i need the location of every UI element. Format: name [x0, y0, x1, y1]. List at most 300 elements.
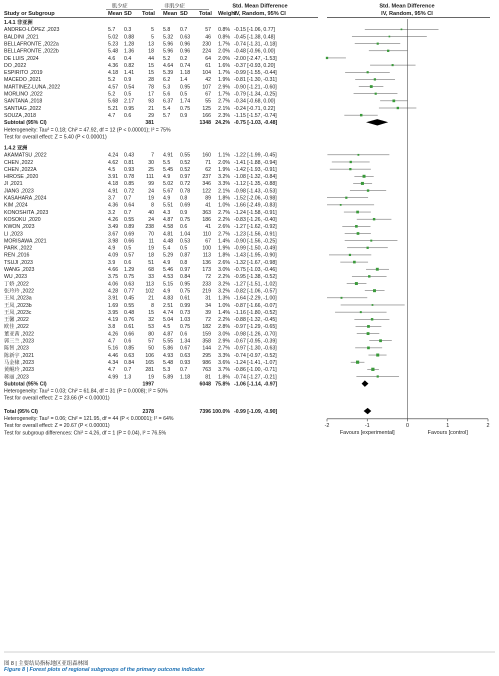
sd-ctrl: 1.03: [180, 317, 191, 324]
sd-exp: 0.78: [124, 174, 135, 181]
weight: 1.3%: [218, 295, 230, 302]
n-exp: 106: [145, 352, 154, 359]
n-exp: 11: [148, 238, 154, 245]
weight: 1.7%: [218, 91, 230, 98]
sd-exp: 0.54: [124, 84, 135, 91]
n-exp: 21: [148, 295, 154, 302]
ci-text: -0.99 [-1.50, -0.49]: [234, 245, 277, 252]
weight: 3.6%: [218, 359, 230, 366]
mean-ctrl: 5.5: [163, 159, 171, 166]
study-name: DO ,2022: [4, 62, 27, 69]
effect-square: [371, 368, 374, 371]
effect-square: [349, 254, 351, 256]
x-tick-label: 0: [406, 422, 409, 429]
mean-exp: 3.75: [108, 274, 119, 281]
ci-text: -0.34 [-0.68, 0.00]: [234, 98, 275, 105]
n-ctrl: 166: [202, 112, 211, 119]
weight: 3.3%: [218, 181, 230, 188]
weight: 1.8%: [218, 195, 230, 202]
mean-exp: 3.91: [108, 174, 119, 181]
sd-exp: 0.82: [124, 62, 135, 69]
total-overall-effect: Test for overall effect: Z = 20.67 (P < 0.00001): [4, 423, 110, 430]
sd-ctrl: 0.69: [180, 202, 191, 209]
weight: 3.7%: [218, 367, 230, 374]
total-ci: -0.99 [-1.09, -0.90]: [234, 408, 278, 415]
mean-ctrl: 6.37: [163, 98, 174, 105]
n-ctrl: 100: [202, 245, 211, 252]
mean-exp: 5.23: [108, 41, 119, 48]
n-exp: 30: [148, 159, 154, 166]
total-diamond: [364, 408, 372, 414]
sd-ctrl: 0.95: [180, 84, 191, 91]
mean-ctrl: 5.8: [163, 27, 171, 34]
weight: 2.6%: [218, 224, 230, 231]
total-n-exp: 2378: [142, 408, 154, 415]
ci-text: -0.97 [-1.30, -0.63]: [234, 345, 277, 352]
sd-exp: 1.28: [124, 41, 135, 48]
effect-square: [368, 275, 370, 277]
sd-exp: 1.3: [124, 374, 132, 381]
mean-ctrl: 2.51: [163, 302, 174, 309]
n-exp: 68: [148, 267, 154, 274]
n-ctrl: 230: [202, 41, 211, 48]
n-ctrl: 219: [202, 288, 211, 295]
mean-ctrl: 4.9: [163, 288, 171, 295]
sd-ctrl: 0.8: [180, 195, 188, 202]
sd-exp: 0.45: [124, 295, 135, 302]
ci-text: -0.81 [-1.30, -0.31]: [234, 77, 277, 84]
sd-ctrl: 1.18: [180, 374, 191, 381]
sd-exp: 0.93: [124, 166, 135, 173]
subgroup-title: 1.4.2 亚洲: [4, 145, 28, 152]
weight: 3.2%: [218, 174, 230, 181]
sd-ctrl: 0.5: [180, 245, 188, 252]
effect-square: [401, 29, 403, 31]
ci-text: -0.82 [-1.06, -0.57]: [234, 288, 277, 295]
subtotal-ci: -0.75 [-1.03, -0.48]: [234, 120, 278, 127]
mean-exp: 4.19: [108, 317, 119, 324]
mean-ctrl: 4.93: [163, 352, 174, 359]
sd-ctrl: 1.74: [180, 98, 191, 105]
n-exp: 93: [148, 98, 154, 105]
study-name: BELLAFRONTE ,2022a: [4, 41, 59, 48]
effect-square: [356, 361, 359, 364]
n-exp: 17: [148, 91, 154, 98]
mean-exp: 4.57: [108, 84, 119, 91]
sd-exp: 0.55: [124, 302, 135, 309]
subtotal-n-ctrl: 6048: [199, 381, 211, 388]
mean-ctrl: 4.9: [163, 174, 171, 181]
effect-square: [376, 268, 379, 271]
mean-ctrl: 5.96: [163, 41, 174, 48]
effect-square: [357, 232, 360, 235]
mean-ctrl: 5.48: [163, 359, 174, 366]
study-name: 欧佳 ,2022: [4, 324, 29, 331]
mean-ctrl: 5.15: [163, 281, 174, 288]
ci-text: -0.37 [-0.93, 0.20]: [234, 62, 275, 69]
n-exp: 165: [145, 359, 154, 366]
n-ctrl: 67: [205, 238, 211, 245]
sd-ctrl: 0.9: [180, 112, 188, 119]
mean-exp: 4.9: [108, 245, 116, 252]
n-ctrl: 41: [205, 224, 211, 231]
sd-exp: 0.64: [124, 202, 135, 209]
effect-square: [371, 318, 373, 320]
n-exp: 80: [148, 331, 154, 338]
sd-exp: 0.66: [124, 238, 135, 245]
n-ctrl: 160: [202, 152, 211, 159]
weight: 2.7%: [218, 345, 230, 352]
sd-exp: 0.63: [124, 281, 135, 288]
study-name: CHEN ,2022A: [4, 166, 37, 173]
effect-square: [373, 289, 376, 292]
effect-square: [355, 282, 358, 285]
sd-exp: 0.4: [124, 55, 132, 62]
weight: 2.0%: [218, 55, 230, 62]
mean-ctrl: 5.04: [163, 317, 174, 324]
study-name: 丁娇 ,2022: [4, 281, 29, 288]
mean-exp: 5.2: [108, 77, 116, 84]
n-exp: 32: [148, 317, 154, 324]
subtotal-n-exp: 1997: [142, 381, 154, 388]
subgroup-differences: Test for subgroup differences: Chi² = 4.26, df = 1 (P = 0.04), I² = 76.5%: [4, 430, 167, 437]
study-name: 王凤 ,2023c: [4, 309, 32, 316]
x-tick-label: 2: [486, 422, 490, 429]
study-name: 黄鲲玲 ,2023: [4, 367, 34, 374]
sd-exp: 0.3: [124, 27, 132, 34]
sd-ctrl: 0.72: [180, 181, 191, 188]
total-label: Total (95% CI): [4, 408, 38, 415]
effect-square: [370, 85, 373, 88]
sd-exp: 0.5: [124, 245, 132, 252]
ci-text: -1.16 [-1.80, -0.52]: [234, 309, 277, 316]
effect-square: [350, 161, 352, 163]
n-exp: 5: [151, 34, 154, 41]
mean-ctrl: 5.32: [163, 34, 174, 41]
mean-ctrl: 5.3: [163, 367, 171, 374]
mean-exp: 3.95: [108, 309, 119, 316]
n-exp: 15: [148, 309, 154, 316]
n-exp: 5: [151, 27, 154, 34]
ci-text: -1.22 [-1.99, -0.45]: [234, 152, 277, 159]
weight: 2.1%: [218, 105, 230, 112]
sd-exp: 0.6: [124, 112, 132, 119]
mean-ctrl: 4.3: [163, 209, 171, 216]
ci-text: -1.24 [-1.58, -0.91]: [234, 209, 277, 216]
study-name: ESPIRITO ,2019: [4, 70, 43, 77]
sd-ctrl: 0.7: [180, 27, 188, 34]
group-exp-label: 肌少症: [112, 3, 128, 10]
mean-ctrl: 4.91: [163, 152, 174, 159]
sd-ctrl: 0.6: [180, 331, 188, 338]
subgroup-title: 1.4.1 非亚洲: [4, 20, 33, 26]
mean-exp: 3.7: [108, 195, 116, 202]
n-ctrl: 72: [205, 317, 211, 324]
n-ctrl: 55: [205, 98, 211, 105]
total-weight: 100.0%: [212, 408, 230, 415]
sd-ctrl: 1.18: [180, 70, 191, 77]
sd-exp: 0.7: [124, 367, 132, 374]
smd-header-2: Std. Mean Difference: [379, 3, 435, 10]
study-name: 王凤 ,2023b: [4, 302, 32, 309]
weight: 3.2%: [218, 288, 230, 295]
sd-exp: 0.76: [124, 317, 135, 324]
sd-exp: 0.72: [124, 188, 135, 195]
n-exp: 24: [148, 216, 154, 223]
sd-exp: 0.6: [124, 259, 132, 266]
mean-ctrl: 5.96: [163, 48, 174, 55]
ci-text: -0.90 [-1.21, -0.60]: [234, 84, 277, 91]
mean-exp: 5.48: [108, 48, 119, 55]
weight: 0.8%: [218, 27, 230, 34]
n-ctrl: 34: [205, 302, 211, 309]
sd-ctrl: 0.67: [180, 345, 191, 352]
study-name: WANG ,2023: [4, 267, 35, 274]
n-ctrl: 363: [202, 209, 211, 216]
mean-exp: 4.36: [108, 202, 119, 209]
ci-text: -0.79 [-1.34, -0.25]: [234, 91, 277, 98]
weight: 1.0%: [218, 202, 230, 209]
weight: 1.4%: [218, 238, 230, 245]
subtotal-weight: 75.8%: [215, 381, 230, 388]
ci-text: -1.42 [-1.93, -0.91]: [234, 166, 277, 173]
subtotal-diamond: [362, 380, 369, 386]
effect-square: [392, 64, 394, 66]
mean-ctrl: 5.51: [163, 202, 174, 209]
mean-exp: 4.26: [108, 216, 119, 223]
study-name: JIANG ,2023: [4, 188, 34, 195]
ci-text: -0.48 [-0.96, 0.00]: [234, 48, 275, 55]
effect-square: [376, 354, 379, 357]
study-name: SANTANA ,2018: [4, 98, 43, 105]
weight: 2.9%: [218, 84, 230, 91]
sd-exp: 0.89: [124, 224, 135, 231]
mean-ctrl: 4.64: [163, 62, 174, 69]
n-ctrl: 61: [205, 62, 211, 69]
sd-ctrl: 0.8: [180, 259, 188, 266]
col-ci-1: IV, Random, 95% CI: [234, 11, 286, 17]
mean-ctrl: 5.6: [163, 91, 171, 98]
weight: 2.0%: [218, 159, 230, 166]
n-exp: 51: [148, 259, 154, 266]
mean-ctrl: 4.58: [163, 224, 174, 231]
sd-exp: 0.88: [124, 34, 135, 41]
study-name: KWON ,2023: [4, 224, 35, 231]
sd-ctrl: 0.9: [180, 209, 188, 216]
effect-square: [349, 168, 351, 170]
heterogeneity-text: Heterogeneity: Tau² = 0.03; Chi² = 61.84, df = 31 (P = 0.0008); I² = 50%: [4, 388, 168, 395]
subtotal-ci: -1.06 [-1.14, -0.97]: [234, 381, 278, 388]
sd-ctrl: 0.75: [180, 216, 191, 223]
sd-ctrl: 0.63: [180, 352, 191, 359]
n-ctrl: 72: [205, 274, 211, 281]
n-ctrl: 125: [202, 105, 211, 112]
effect-square: [353, 261, 356, 264]
n-ctrl: 57: [205, 27, 211, 34]
effect-square: [387, 50, 389, 52]
ci-text: -1.12 [-1.35, -0.88]: [234, 181, 277, 188]
sd-exp: 0.75: [124, 274, 135, 281]
ci-text: -0.98 [-1.43, -0.53]: [234, 188, 277, 195]
n-ctrl: 46: [205, 34, 211, 41]
overall-effect-text: Test for overall effect: Z = 23.66 (P < 0.00001): [4, 395, 110, 402]
mean-ctrl: 5.29: [163, 252, 174, 259]
group-ctrl-label: 非肌少症: [164, 3, 185, 10]
col-sd-ctrl: SD: [180, 11, 188, 17]
mean-exp: 4.7: [108, 112, 116, 119]
n-exp: 18: [148, 48, 154, 55]
n-exp: 25: [148, 166, 154, 173]
weight: 1.4%: [218, 309, 230, 316]
n-exp: 44: [148, 55, 154, 62]
mean-exp: 5.68: [108, 98, 119, 105]
n-ctrl: 186: [202, 216, 211, 223]
x-tick-label: 1: [446, 422, 450, 429]
mean-exp: 5.7: [108, 27, 116, 34]
study-name: KOSOKU ,2020: [4, 216, 41, 223]
sd-exp: 2.17: [124, 98, 135, 105]
mean-exp: 3.2: [108, 209, 116, 216]
weight: 1.8%: [218, 252, 230, 259]
ci-text: -1.27 [-1.51, -1.02]: [234, 281, 277, 288]
n-exp: 15: [148, 70, 154, 77]
n-exp: 102: [145, 288, 154, 295]
n-exp: 8: [151, 302, 154, 309]
mean-exp: 4.91: [108, 188, 119, 195]
weight: 2.7%: [218, 98, 230, 105]
ci-text: -0.15 [-1.06, 0.77]: [234, 27, 275, 34]
n-ctrl: 110: [202, 231, 211, 238]
n-exp: 50: [148, 345, 154, 352]
study-name: REN ,2016: [4, 252, 30, 259]
weight: 1.1%: [218, 152, 230, 159]
mean-ctrl: 4.48: [163, 238, 174, 245]
mean-exp: 5.21: [108, 105, 119, 112]
n-exp: 53: [148, 324, 154, 331]
effect-square: [360, 114, 362, 116]
mean-exp: 4.24: [108, 152, 119, 159]
sd-exp: 1.36: [124, 48, 135, 55]
study-name: AKAMATSU ,2022: [4, 152, 47, 159]
weight: 2.7%: [218, 209, 230, 216]
study-name: 王凤 ,2023a: [4, 295, 32, 302]
n-ctrl: 237: [202, 174, 211, 181]
col-total-ctrl: Total: [199, 11, 212, 17]
n-ctrl: 41: [205, 202, 211, 209]
mean-exp: 3.67: [108, 231, 119, 238]
mean-exp: 5.16: [108, 345, 119, 352]
sd-exp: 0.85: [124, 345, 135, 352]
sd-exp: 0.69: [124, 231, 135, 238]
weight: 2.8%: [218, 324, 230, 331]
sd-ctrl: 0.6: [180, 224, 188, 231]
weight: 2.3%: [218, 112, 230, 119]
n-ctrl: 173: [202, 267, 211, 274]
study-name: 董亚茜 ,2022: [4, 331, 34, 338]
subtotal-weight: 24.2%: [215, 120, 230, 127]
sd-ctrl: 0.5: [180, 91, 188, 98]
effect-square: [379, 339, 382, 342]
weight: 3.3%: [218, 352, 230, 359]
sd-exp: 0.6: [124, 338, 132, 345]
ci-text: -0.97 [-1.29, -0.65]: [234, 324, 277, 331]
study-name: ANDREO-LÓPEZ ,2023: [4, 27, 60, 34]
sd-ctrl: 0.75: [180, 324, 191, 331]
n-exp: 111: [146, 174, 154, 181]
ci-text: -1.52 [-2.06, -0.98]: [234, 195, 277, 202]
n-ctrl: 113: [202, 252, 211, 259]
mean-ctrl: 4.9: [163, 259, 171, 266]
sd-ctrl: 0.75: [180, 105, 191, 112]
mean-exp: 3.98: [108, 238, 119, 245]
mean-ctrl: 5.86: [163, 345, 174, 352]
sd-ctrl: 0.97: [180, 267, 191, 274]
effect-square: [355, 225, 358, 228]
study-name: BELLAFRONTE ,2022b: [4, 48, 59, 55]
mean-exp: 3.91: [108, 295, 119, 302]
mean-ctrl: 4.81: [163, 231, 174, 238]
n-exp: 281: [145, 367, 154, 374]
n-exp: 113: [145, 281, 154, 288]
total-n-ctrl: 7396: [199, 408, 211, 415]
heterogeneity-text: Heterogeneity: Tau² = 0.18; Chi² = 47.92, df = 12 (P < 0.00001); I² = 75%: [4, 127, 171, 134]
effect-square: [357, 154, 359, 156]
mean-ctrl: 5.89: [163, 374, 174, 381]
sd-exp: 1.29: [124, 267, 135, 274]
sd-exp: 0.7: [124, 209, 132, 216]
total-heterogeneity: Heterogeneity: Tau² = 0.06; Chi² = 121.95, df = 44 (P < 0.00001); I² = 64%: [4, 415, 174, 422]
mean-exp: 4.62: [108, 159, 119, 166]
n-exp: 19: [148, 195, 154, 202]
col-sd-exp: SD: [124, 11, 132, 17]
n-ctrl: 136: [202, 259, 211, 266]
mean-exp: 4.26: [108, 331, 119, 338]
mean-exp: 4.18: [108, 70, 119, 77]
study-name: HIROSE ,2020: [4, 174, 39, 181]
col-study: Study or Subgroup: [4, 11, 55, 17]
weight: 2.6%: [218, 259, 230, 266]
n-ctrl: 986: [202, 359, 211, 366]
effect-square: [361, 182, 364, 185]
study-name: DE LUIS ,2024: [4, 55, 39, 62]
ci-text: -0.74 [-1.31, -0.18]: [234, 41, 277, 48]
sd-exp: 0.63: [124, 352, 135, 359]
effect-square: [326, 57, 328, 59]
n-ctrl: 104: [202, 70, 211, 77]
sd-exp: 0.48: [124, 309, 135, 316]
n-ctrl: 42: [205, 77, 211, 84]
sd-ctrl: 1.34: [180, 338, 191, 345]
sd-ctrl: 1.04: [180, 231, 191, 238]
sd-ctrl: 0.63: [180, 34, 191, 41]
subtotal-label: Subtotal (95% CI): [4, 381, 47, 388]
n-ctrl: 224: [202, 48, 211, 55]
study-name: MARTINEZ-LUNA ,2022: [4, 84, 61, 91]
n-exp: 33: [148, 274, 154, 281]
weight: 3.2%: [218, 281, 230, 288]
study-name: SOUZA ,2018: [4, 112, 37, 119]
ci-text: -0.83 [-1.26, -0.40]: [234, 216, 277, 223]
sd-ctrl: 0.61: [180, 295, 191, 302]
n-exp: 21: [148, 105, 154, 112]
effect-square: [367, 247, 369, 249]
n-ctrl: 39: [205, 309, 211, 316]
weight: 2.2%: [218, 274, 230, 281]
weight: 3.0%: [218, 267, 230, 274]
n-exp: 29: [148, 112, 154, 119]
n-exp: 24: [148, 188, 154, 195]
mean-ctrl: 5.55: [163, 338, 174, 345]
